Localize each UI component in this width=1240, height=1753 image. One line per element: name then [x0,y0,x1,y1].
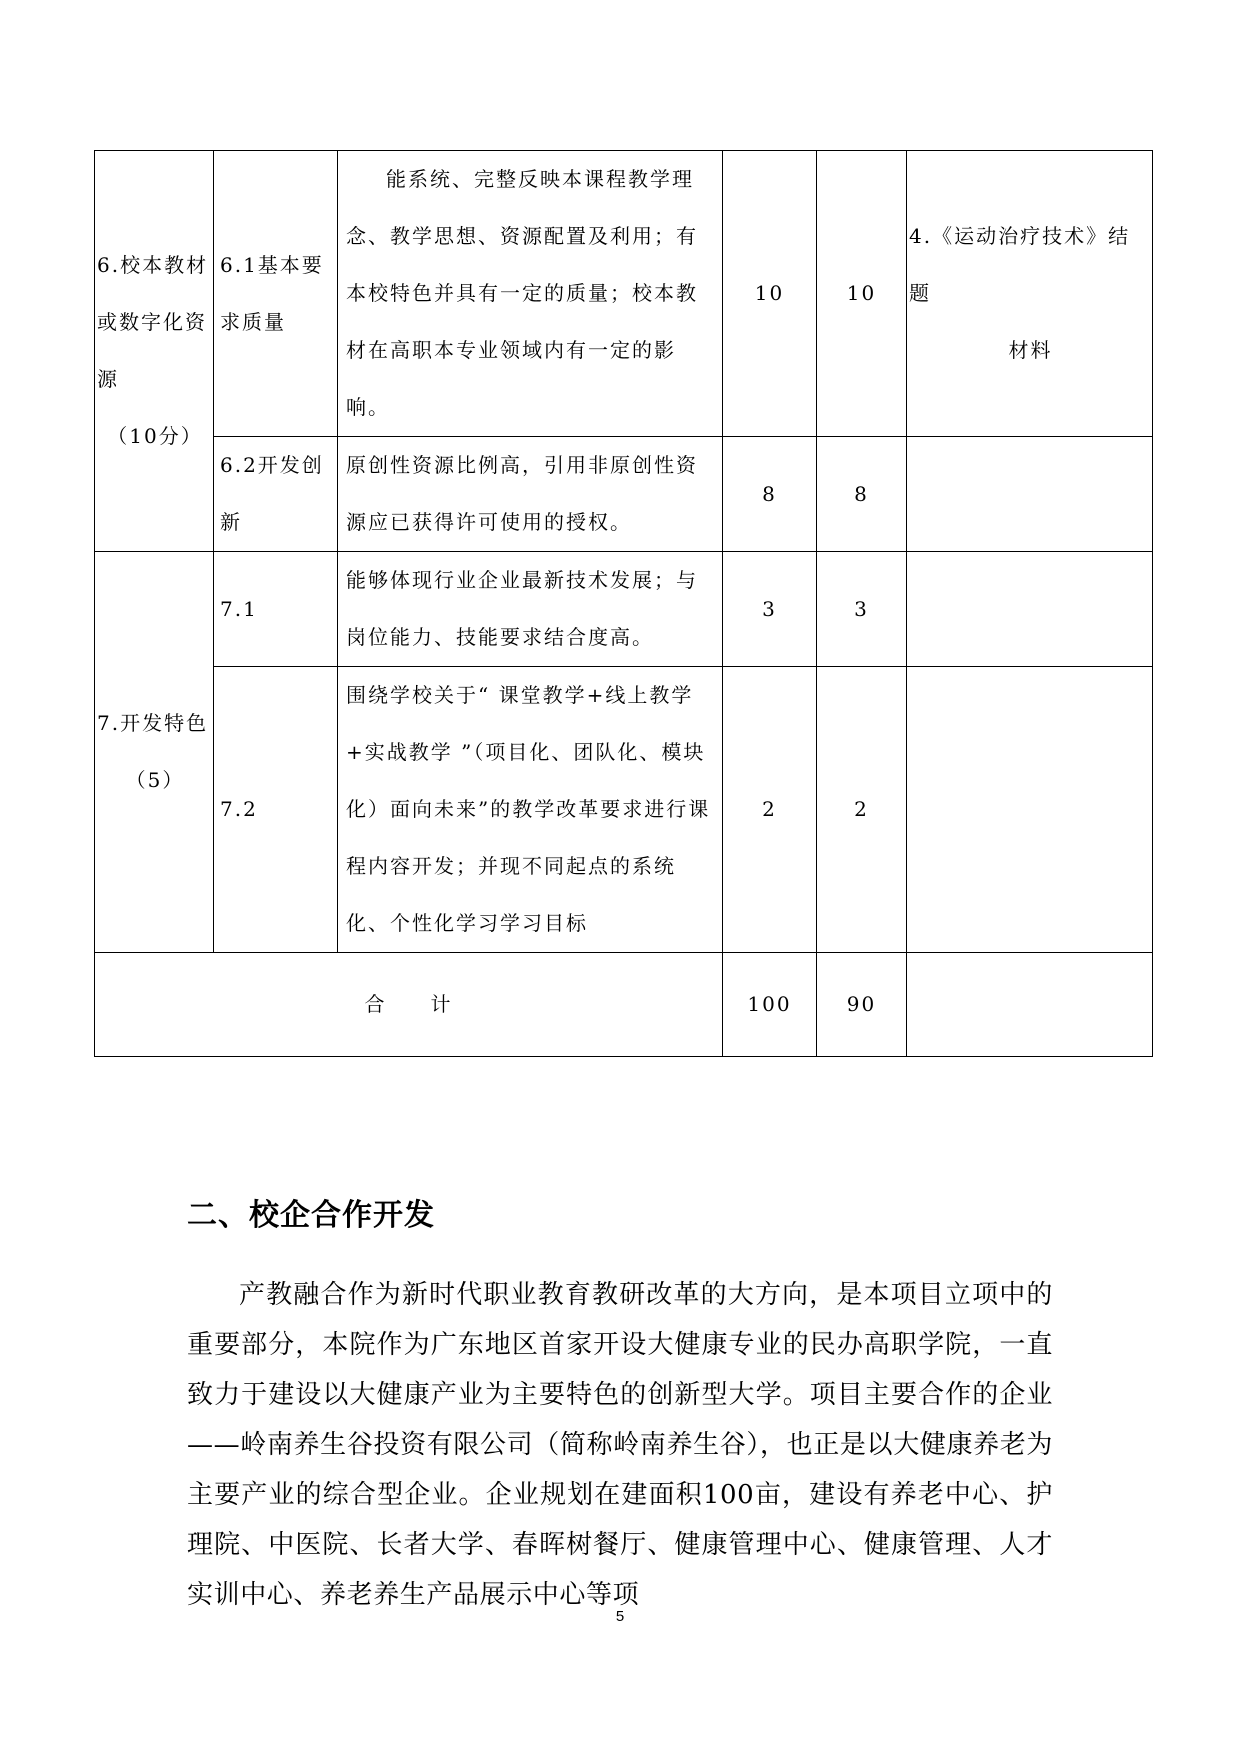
table-row [95,552,1153,667]
evaluation-score-table [94,150,1153,1057]
score-cell: 10 [817,151,907,437]
body-paragraph: 产教融合作为新时代职业教育教研改革的大方向，是本项目立项中的重要部分，本院作为广东地区首家开设大健康专业的民办高职学院，一直致力于建设以大健康产业为主要特色的创新型大学。项目主要合作的企业——岭南养生谷投资有限公司（简称岭南养生谷），也正是以大健康养老为主要产业的综合型企业。企业规划在建面积100亩，建设有养老中心、护理院、中医院、长者大学、春晖树餐厅、健康管理中心、健康管理、人才实训中心、养老养生产品展示中心等项 [187,1280,1053,1610]
full-score-cell: 2 [723,667,817,953]
criteria-cell: 围绕学校关于“ 课堂教学+线上教学+实战教学 ”（项目化、团队化、模块化）面向未来”的教学改革要求进行课程内容开发；并现不同起点的系统化、个性化学习学习目标 [338,667,723,953]
evidence-cell [907,667,1153,953]
category-score: （5） [125,768,185,792]
category-cell [95,552,214,953]
score-cell: 3 [817,552,907,667]
criteria-cell: 能系统、完整反映本课程教学理念、教学思想、资源配置及利用；有本校特色并具有一定的质量；校本教材在高职本专业领域内有一定的影响。 [338,151,723,437]
evidence-cell [907,552,1153,667]
subitem-cell: 7.1 [214,552,338,667]
total-evidence-cell [907,953,1153,1057]
criteria-cell: 原创性资源比例高，引用非原创性资源应已获得许可使用的授权。 [338,437,723,552]
full-score-cell: 3 [723,552,817,667]
category-label: 6.校本教材或数字化资源 [97,253,209,391]
evidence-cell [907,151,1153,437]
section-heading: 二、校企合作开发 [187,1198,435,1233]
total-full-score-cell: 100 [723,953,817,1057]
category-label: 7.开发特色 [97,711,209,735]
criteria-cell: 能够体现行业企业最新技术发展；与岗位能力、技能要求结合度高。 [338,552,723,667]
table-row [95,151,1153,437]
table-row-total [95,953,1153,1057]
full-score-cell: 10 [723,151,817,437]
category-score: （10分） [107,424,203,448]
evidence-text: 4.《运动治疗技术》结题 [909,224,1131,305]
page-number: 5 [615,1608,625,1625]
category-cell [95,151,214,552]
subitem-cell: 6.1基本要求质量 [214,151,338,437]
total-label-2: 计 [430,992,453,1016]
table-row [95,437,1153,552]
evidence-text-cont: 材料 [1008,338,1053,362]
total-label-cell [95,953,723,1057]
evidence-cell [907,437,1153,552]
subitem-cell: 7.2 [214,667,338,953]
score-cell: 2 [817,667,907,953]
score-cell: 8 [817,437,907,552]
full-score-cell: 8 [723,437,817,552]
total-score-cell: 90 [817,953,907,1057]
subitem-cell: 6.2开发创新 [214,437,338,552]
total-label-1: 合 [364,992,387,1016]
table-row [95,667,1153,953]
